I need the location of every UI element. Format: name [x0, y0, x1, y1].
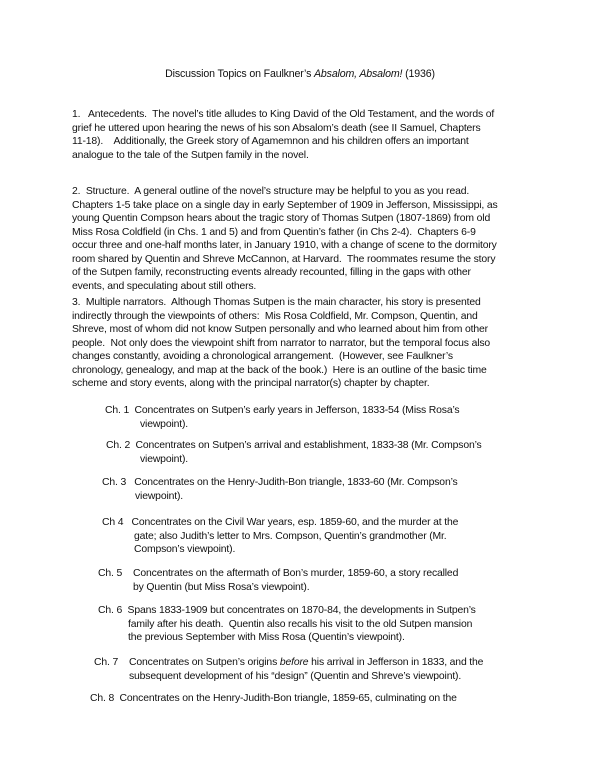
chapter-line: viewpoint).	[140, 453, 189, 465]
paragraph-line: analogue to the tale of the Sutpen family in the novel.	[72, 149, 309, 161]
section-multiple-narrators	[72, 296, 542, 391]
title-suffix: (1936)	[402, 68, 435, 80]
chapter-line: Compson’s viewpoint).	[134, 544, 236, 555]
paragraph-line: young Quentin Compson hears about the tragic story of Thomas Sutpen (1807-1869) from old	[72, 213, 491, 224]
chapter-text: Ch. 7 Concentrates on Sutpen’s origins	[94, 657, 280, 668]
chapter-line: Ch. 1 Concentrates on Sutpen’s early years in Jefferson, 1833-54 (Miss Rosa’s	[105, 405, 460, 416]
paragraph-line: scheme and story events, along with the principal narrator(s) chapter by chapter.	[72, 378, 430, 389]
paragraph-line: Chapters 1-5 take place on a single day in early September of 1909 in Jefferson, Mississippi, as	[72, 199, 498, 211]
chapter-line: Ch. 6 Spans 1833-1909 but concentrates on 1870-84, the developments in Sutpen’s	[98, 605, 476, 616]
chapter-line: the previous September with Miss Rosa (Quentin’s viewpoint).	[128, 632, 405, 643]
paragraph-line: 1. Antecedents. The novel’s title alludes to King David of the Old Testament, and the words of	[72, 109, 495, 120]
paragraph-line: 2. Structure. A general outline of the novel’s structure may be helpful to you as you read.	[72, 186, 470, 197]
chapter-entry-8	[90, 692, 457, 706]
chapter-entry-4	[102, 516, 458, 557]
chapter-line: gate; also Judith’s letter to Mrs. Compson, Quentin’s grandmother (Mr.	[134, 530, 447, 542]
paragraph-line: chronology, genealogy, and map at the back of the book.) Here is an outline of the basic time	[72, 364, 487, 376]
paragraph-line: room shared by Quentin and Shreve McCannon, at Harvard. The roommates resume the story	[72, 253, 496, 265]
chapter-entry-6	[98, 604, 476, 645]
paragraph-line: people. Not only does the viewpoint shift from narrator to narrator, but the temporal focus also	[72, 337, 491, 349]
paragraph-line: grief he uttered upon hearing the news of his son Absalom’s death (see II Samuel, Chapters	[72, 122, 481, 134]
section-structure	[72, 185, 542, 293]
paragraph-line: 3. Multiple narrators. Although Thomas Sutpen is the main character, his story is presented	[72, 297, 481, 308]
section-antecedents	[72, 108, 542, 162]
chapter-line: Ch. 5 Concentrates on the aftermath of Bon’s murder, 1859-60, a story recalled	[98, 568, 459, 579]
chapter-line: subsequent development of his “design” (Quentin and Shreve’s viewpoint).	[129, 670, 462, 682]
chapter-entry-3	[102, 476, 458, 503]
chapter-emphasis: before	[279, 657, 309, 668]
document-title	[0, 68, 600, 82]
chapter-line: Ch. 3 Concentrates on the Henry-Judith-Bon triangle, 1833-60 (Mr. Compson’s	[102, 477, 458, 488]
paragraph-line: Miss Rosa Coldfield (in Chs. 1 and 5) and from Quentin’s father (in Chs 2-4). Chapters 6-9	[72, 226, 476, 238]
paragraph-line: indirectly through the viewpoints of others: Mis Rosa Coldfield, Mr. Compson, Quentin, and	[72, 310, 478, 322]
chapter-entry-1	[105, 404, 459, 431]
paragraph-line: of the Sutpen family, reconstructing events already recounted, filling in the gaps with other	[72, 267, 471, 278]
title-book-name: Absalom, Absalom!	[314, 68, 403, 80]
paragraph-line: 11-18). Additionally, the Greek story of Agamemnon and his children offers an important	[72, 136, 469, 147]
paragraph-line: changes constantly, avoiding a chronological arrangement. (However, see Faulkner’s	[72, 351, 453, 362]
chapter-line: family after his death. Quentin also recalls his visit to the old Sutpen mansion	[128, 618, 473, 630]
chapter-line: by Quentin (but Miss Rosa’s viewpoint).	[133, 581, 310, 593]
chapter-entry-5	[98, 567, 458, 594]
chapter-entry-7	[94, 656, 483, 683]
chapter-text: his arrival in Jefferson in 1833, and the	[308, 657, 484, 668]
paragraph-line: events, and speculating about still others.	[72, 280, 257, 292]
paragraph-line: occur three and one-half months later, in January 1910, with a change of scene to the dormitory	[72, 240, 497, 251]
paragraph-line: Shreve, most of whom did not know Sutpen personally and who learned about him from other	[72, 324, 488, 335]
chapter-line: Ch. 2 Concentrates on Sutpen’s arrival and establishment, 1833-38 (Mr. Compson’s	[106, 440, 482, 451]
chapter-line: viewpoint).	[140, 418, 189, 430]
chapter-entry-2	[106, 439, 482, 466]
chapter-line	[94, 656, 483, 670]
chapter-line: Ch. 8 Concentrates on the Henry-Judith-Bon triangle, 1859-65, culminating on the	[90, 693, 457, 704]
chapter-line: viewpoint).	[135, 490, 184, 502]
chapter-line: Ch 4 Concentrates on the Civil War years, esp. 1859-60, and the murder at the	[102, 517, 459, 528]
title-prefix: Discussion Topics on Faulkner’s	[165, 68, 315, 80]
